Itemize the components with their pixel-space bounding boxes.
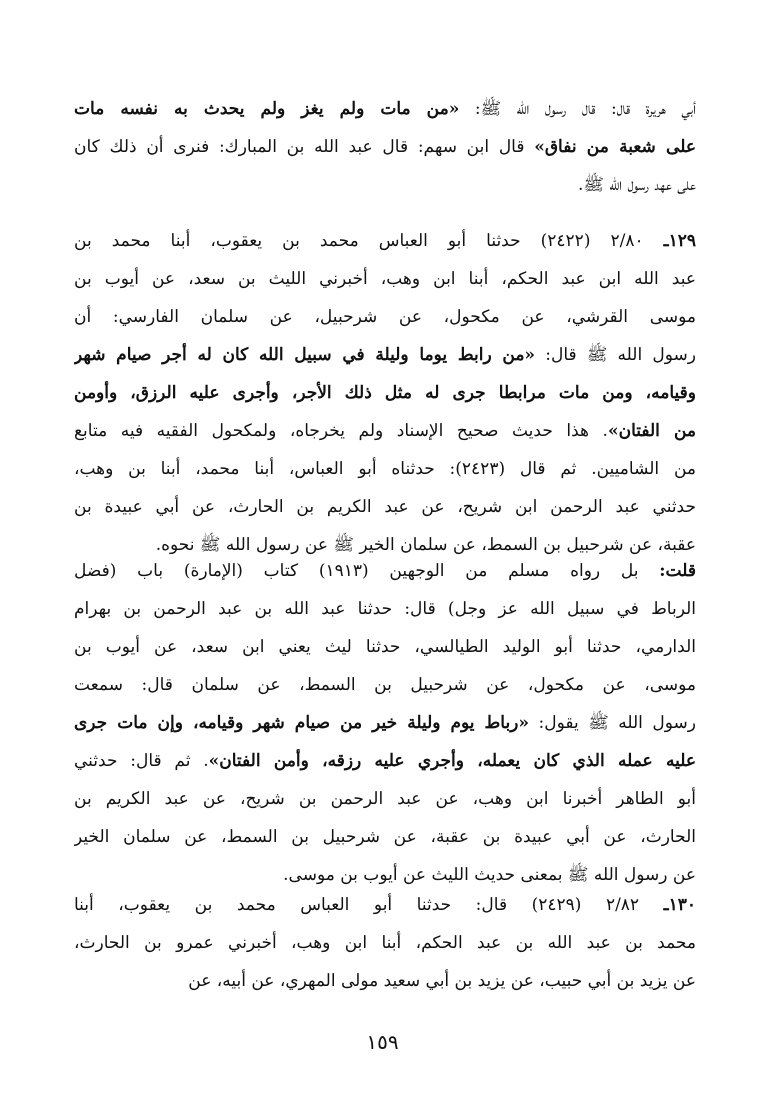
bold-text-run: «من مات ولم يغز ولم يحدث به نفسه مات xyxy=(74,99,460,119)
text-line xyxy=(74,374,696,412)
text-run: موسى القرشي، عن مكحول، عن شرحبيل، عن سلمان الفارسي: أن xyxy=(74,307,696,327)
text-run: . هذا حديث صحيح الإسناد ولم يخرجاه، ولمكحول الفقيه فيه متابع xyxy=(74,421,608,441)
paragraph xyxy=(74,222,696,564)
bold-text-run: ١٢٩ـ xyxy=(663,231,696,251)
bold-text-run: عليه عمله الذي كان يعمله، وأجري عليه رزقه، وأمن الفتان» xyxy=(208,751,696,771)
text-line xyxy=(74,166,696,204)
text-line xyxy=(74,924,696,962)
text-run: بل رواه مسلم من الوجهين (١٩١٣) كتاب (الإمارة) باب (فضل xyxy=(74,561,660,581)
text-run: أبي هريرة قال: قال رسول الله ﷺ: xyxy=(459,99,696,119)
text-run: محمد بن عبد الله بن عبد الحكم، أبنا ابن وهب، أخبرني عمرو بن الحارث، xyxy=(74,933,696,953)
bold-text-run: من الفتان» xyxy=(607,421,696,441)
text-line xyxy=(74,260,696,298)
text-line xyxy=(74,628,696,666)
paragraph xyxy=(74,886,696,1000)
bold-text-run: على شعبة من نفاق» xyxy=(534,137,696,157)
text-line xyxy=(74,128,696,166)
bold-text-run: «رباط يوم وليلة خير من صيام شهر وقيامه، وإن مات جرى xyxy=(74,713,530,733)
text-run: عبد الله ابن عبد الحكم، أبنا ابن وهب، أخبرني الليث بن سعد، عن أيوب بن xyxy=(74,269,696,289)
text-line xyxy=(74,742,696,780)
text-line xyxy=(74,298,696,336)
text-line xyxy=(74,818,696,856)
text-run: أبو الطاهر أخبرنا ابن وهب، عن عبد الرحمن بن شريح، عن عبد الكريم بن xyxy=(74,789,696,809)
text-line xyxy=(74,886,696,924)
text-line xyxy=(74,336,696,374)
bold-text-run: ١٣٠ـ xyxy=(663,895,696,915)
text-run: موسى، عن مكحول، عن شرحبيل بن السمط، عن سلمان قال: سمعت xyxy=(74,675,696,695)
text-run: الدارمي، حدثنا أبو الوليد الطيالسي، حدثنا ليث يعني ابن سعد، عن أيوب بن xyxy=(74,637,696,657)
text-run: حدثني عبد الرحمن ابن شريح، عن عبد الكريم بن الحارث، عن أبي عبيدة بن xyxy=(74,497,696,517)
text-run: عقبة، عن شرحبيل بن السمط، عن سلمان الخير ﷺ عن رسول الله ﷺ نحوه. xyxy=(155,535,696,555)
text-run: رسول الله ﷺ يقول: xyxy=(529,713,696,733)
bold-text-run: وقيامه، ومن مات مرابطا جرى له مثل ذلك الأجر، وأجرى عليه الرزق، وأومن xyxy=(74,383,696,403)
text-line xyxy=(74,488,696,526)
bold-text-run: قلت: xyxy=(659,561,696,581)
bold-text-run: «من رابط يوما وليلة في سبيل الله كان له أجر صيام شهر xyxy=(74,345,536,365)
text-run: رسول الله ﷺ قال: xyxy=(535,345,696,365)
text-run: على عهد رسول الله ﷺ. xyxy=(578,175,696,195)
text-line xyxy=(74,962,696,1000)
text-line xyxy=(74,90,696,128)
text-line xyxy=(74,704,696,742)
text-line xyxy=(74,590,696,628)
text-line xyxy=(74,412,696,450)
paragraph xyxy=(74,90,696,204)
text-line xyxy=(74,222,696,260)
text-run: ٢/٨٢ (٢٤٢٩) قال: حدثنا أبو العباس محمد بن يعقوب، أبنا xyxy=(74,895,664,915)
text-run: ٢/٨٠ (٢٤٢٢) حدثنا أبو العباس محمد بن يعقوب، أبنا محمد بن xyxy=(74,231,664,251)
page-number: ١٥٩ xyxy=(366,1030,399,1054)
text-run: قال ابن سهم: قال عبد الله بن المبارك: فنرى أن ذلك كان xyxy=(74,137,535,157)
text-run: الحارث، عن أبي عبيدة بن عقبة، عن شرحبيل بن السمط، عن سلمان الخير xyxy=(74,827,696,847)
text-run: الرباط في سبيل الله عز وجل) قال: حدثنا عبد الله بن عبد الرحمن بن بهرام xyxy=(74,599,696,619)
text-line xyxy=(74,450,696,488)
text-line xyxy=(74,552,696,590)
text-run: عن يزيد بن أبي حبيب، عن يزيد بن أبي سعيد مولى المهري، عن أبيه، عن xyxy=(188,971,696,991)
text-run: . ثم قال: حدثني xyxy=(74,751,209,771)
text-line xyxy=(74,666,696,704)
text-line xyxy=(74,780,696,818)
text-run: عن رسول الله ﷺ بمعنى حديث الليث عن أيوب بن موسى. xyxy=(283,865,696,885)
text-run: من الشاميين. ثم قال (٢٤٢٣): حدثناه أبو العباس، أبنا محمد، أبنا بن وهب، xyxy=(74,459,696,479)
paragraph xyxy=(74,552,696,894)
